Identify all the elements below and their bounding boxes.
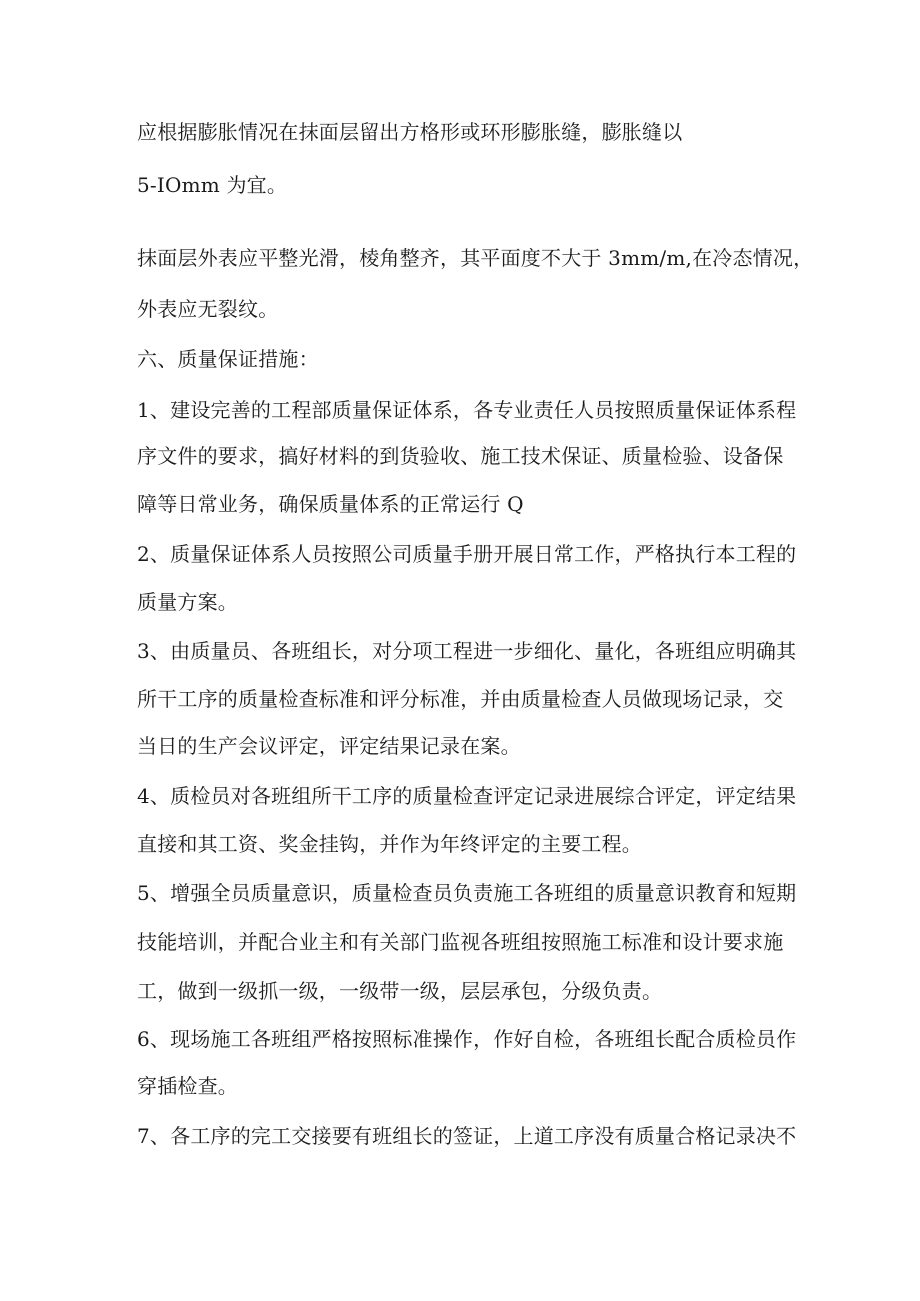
- item-5-line-2: 技能培训，并配合业主和有关部门监视各班组按照施工标准和设计要求施: [137, 930, 784, 954]
- item-5-line-1: 5、增强全员质量意识，质量检查员负责施工各班组的质量意识教育和短期: [137, 881, 797, 905]
- item-2-line-2: 质量方案。: [137, 590, 238, 614]
- paragraph-line-1: 应根据膨胀情况在抹面层留出方格形或环形膨胀缝，膨胀缝以: [137, 120, 683, 144]
- item-3-line-1: 3、由质量员、各班组长，对分项工程进一步细化、量化，各班组应明确其: [137, 639, 797, 663]
- item-1-line-3: 障等日常业务，确保质量体系的正常运行 Q: [137, 492, 524, 516]
- item-3-line-3: 当日的生产会议评定，评定结果记录在案。: [137, 734, 521, 758]
- paragraph-line-2: 5-IOmm 为宜。: [137, 173, 288, 197]
- item-7-line-1: 7、各工序的完工交接要有班组长的签证，上道工序没有质量合格记录决不: [137, 1124, 797, 1148]
- item-4-line-2: 直接和其工资、奖金挂钩，并作为年终评定的主要工程。: [137, 832, 642, 856]
- item-3-line-2: 所干工序的质量检查标准和评分标准，并由质量检查人员做现场记录，交: [137, 687, 784, 711]
- item-4-line-1: 4、质检员对各班组所干工序的质量检查评定记录进展综合评定，评定结果: [137, 784, 797, 808]
- paragraph-line-3: 抹面层外表应平整光滑，棱角整齐，其平面度不大于 3mm∕m,在冷态情况，: [137, 246, 814, 270]
- item-6-line-1: 6、现场施工各班组严格按照标准操作，作好自检，各班组长配合质检员作: [137, 1027, 797, 1051]
- section-heading: 六、质量保证措施：: [137, 347, 319, 371]
- paragraph-line-4: 外表应无裂纹。: [137, 297, 279, 321]
- item-2-line-1: 2、质量保证体系人员按照公司质量手册开展日常工作，严格执行本工程的: [137, 542, 797, 566]
- item-1-line-2: 序文件的要求，搞好材料的到货验收、施工技术保证、质量检验、设备保: [137, 444, 784, 468]
- item-5-line-3: 工，做到一级抓一级，一级带一级，层层承包，分级负责。: [137, 979, 663, 1003]
- item-1-line-1: 1、建设完善的工程部质量保证体系，各专业责任人员按照质量保证体系程: [137, 398, 797, 422]
- item-6-line-2: 穿插检查。: [137, 1074, 238, 1098]
